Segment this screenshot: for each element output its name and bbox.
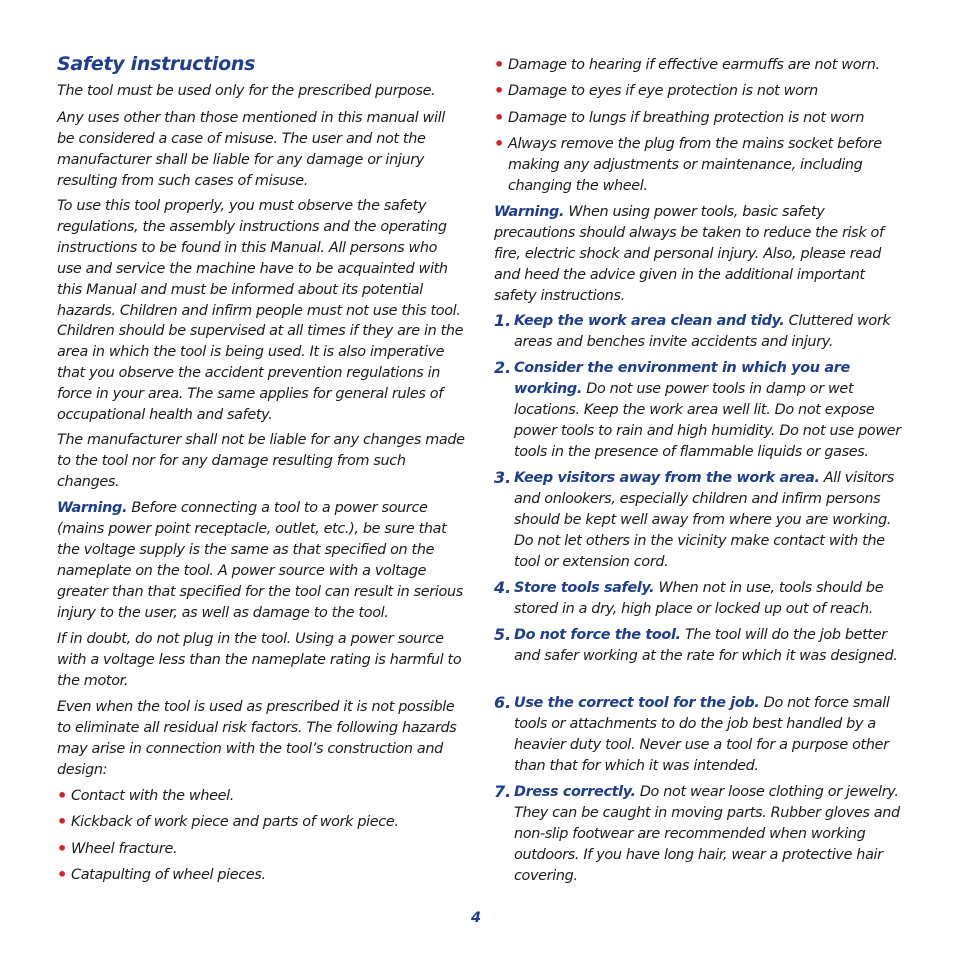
warning-label: Warning. (57, 500, 128, 516)
rule-text: Do not use power tools in damp or wet locations. Keep the work area well lit. Do not expose power tools to rain and high humidity. Do not use power tools in the presence of flammable liquids or gases. (514, 380, 901, 460)
hazard-item: • Damage to eyes if eye protection is not worn (494, 81, 818, 100)
paragraph-if-in-doubt: If in doubt, do not plug in the tool. Using a power source with a voltage less than the nameplate rating is harmful to the motor. (57, 631, 462, 689)
bullet-icon: • (494, 108, 505, 127)
bullet-icon: • (494, 81, 505, 100)
hazard-item: • Wheel fracture. (57, 839, 178, 858)
rule-item (494, 625, 904, 667)
rule-number: 7. (494, 782, 512, 801)
bullet-icon: • (57, 839, 68, 858)
warning-text: When using power tools, basic safety precautions should always be taken to reduce the risk of fire, electric shock and personal injury. Also, please read and heed the advice given in the additional important safety instructions. (494, 204, 884, 304)
bullet-icon: • (57, 812, 68, 831)
paragraph-warning-general (494, 202, 904, 307)
page-number: 4 (471, 910, 482, 926)
rule-text: Do not wear loose clothing or jewelry. They can be caught in moving parts. Rubber gloves and non-slip footwear are recommended when working outdoors. If you have long hair, wear a protective hair covering. (514, 784, 900, 884)
paragraph-residual-risk: Even when the tool is used as prescribed it is not possible to eliminate all residual risk factors. The following hazards may arise in connection with the tool’s construction and design: (57, 699, 457, 778)
rule-title: Use the correct tool for the job. (514, 695, 760, 711)
rule-number: 1. (494, 311, 512, 330)
paragraph-liability: The manufacturer shall not be liable for any changes made to the tool nor for any damage resulting from such changes. (57, 432, 465, 490)
paragraph-purpose: The tool must be used only for the prescribed purpose. (57, 83, 436, 99)
paragraph-proper-use: To use this tool properly, you must observe the safety regulations, the assembly instructions and the operating instructions to be found in this Manual. All persons who use and service the machine have to be acquainted with this Manual and must be informed about its potential hazards. Children and infirm people must not use this tool. Children should be supervised at all times if they are in the area in which the tool is being used. It is also imperative that you observe the accident prevention regulations in force in your area. The same applies for general rules of occupational health and safety. (57, 198, 464, 424)
rule-item (494, 782, 904, 887)
warning-text: Before connecting a tool to a power source (mains power point receptacle, outlet, etc.), be sure that the voltage supply is the same as that specified on the nameplate on the tool. A power source with a voltage greater than that specified for the tool can result in serious injury to the user, as well as damage to the tool. (57, 500, 463, 621)
section-heading: Safety instructions (57, 53, 256, 75)
rule-item (494, 468, 904, 573)
warning-label: Warning. (494, 204, 565, 220)
bullet-icon: • (57, 865, 68, 884)
rule-number: 6. (494, 693, 512, 712)
rule-number: 5. (494, 625, 512, 644)
rule-item (494, 311, 904, 353)
hazard-item: • Always remove the plug from the mains socket before making any adjustments or maintenance, including changing the wheel. (494, 134, 882, 194)
rule-text: All visitors and onlookers, especially children and infirm persons should be kept well away from where you are working. Do not let others in the vicinity make contact with the tool or extension cord. (514, 470, 894, 570)
bullet-icon: • (57, 786, 68, 805)
hazard-item: • Catapulting of wheel pieces. (57, 865, 266, 884)
hazard-item: • Damage to hearing if effective earmuffs are not worn. (494, 55, 880, 74)
rule-text: Cluttered work areas and benches invite accidents and injury. (514, 313, 891, 350)
rule-number: 2. (494, 358, 512, 377)
rule-item (494, 358, 904, 463)
rule-text: The tool will do the job better and safer working at the rate for which it was designed. (514, 627, 898, 664)
rule-number: 3. (494, 468, 512, 487)
rule-title: Store tools safely. (514, 580, 655, 596)
rule-number: 4. (494, 578, 512, 597)
bullet-icon: • (494, 55, 505, 74)
rule-text: Do not force small tools or attachments to do the job best handled by a heavier duty tool. Never use a tool for a purpose other than that for which it was intended. (514, 695, 890, 774)
rule-title: Keep visitors away from the work area. (514, 470, 820, 486)
paragraph-warning-voltage (57, 498, 465, 623)
hazard-item: • Damage to lungs if breathing protection is not worn (494, 108, 865, 127)
rule-item (494, 693, 904, 777)
rule-title: Keep the work area clean and tidy. (514, 313, 785, 329)
hazard-item: • Contact with the wheel. (57, 786, 234, 805)
rule-title: Do not force the tool. (514, 627, 681, 643)
rule-item (494, 578, 904, 620)
hazard-item: • Kickback of work piece and parts of work piece. (57, 812, 399, 831)
rule-title: Consider the environment in which you are working. (514, 360, 850, 397)
rule-title: Dress correctly. (514, 784, 636, 800)
bullet-icon: • (494, 134, 505, 153)
paragraph-misuse: Any uses other than those mentioned in this manual will be considered a case of misuse. The user and not the manufacturer shall be liable for any damage or injury resulting from such cases of misuse. (57, 110, 445, 189)
rule-text: When not in use, tools should be stored in a dry, high place or locked up out of reach. (514, 580, 884, 617)
